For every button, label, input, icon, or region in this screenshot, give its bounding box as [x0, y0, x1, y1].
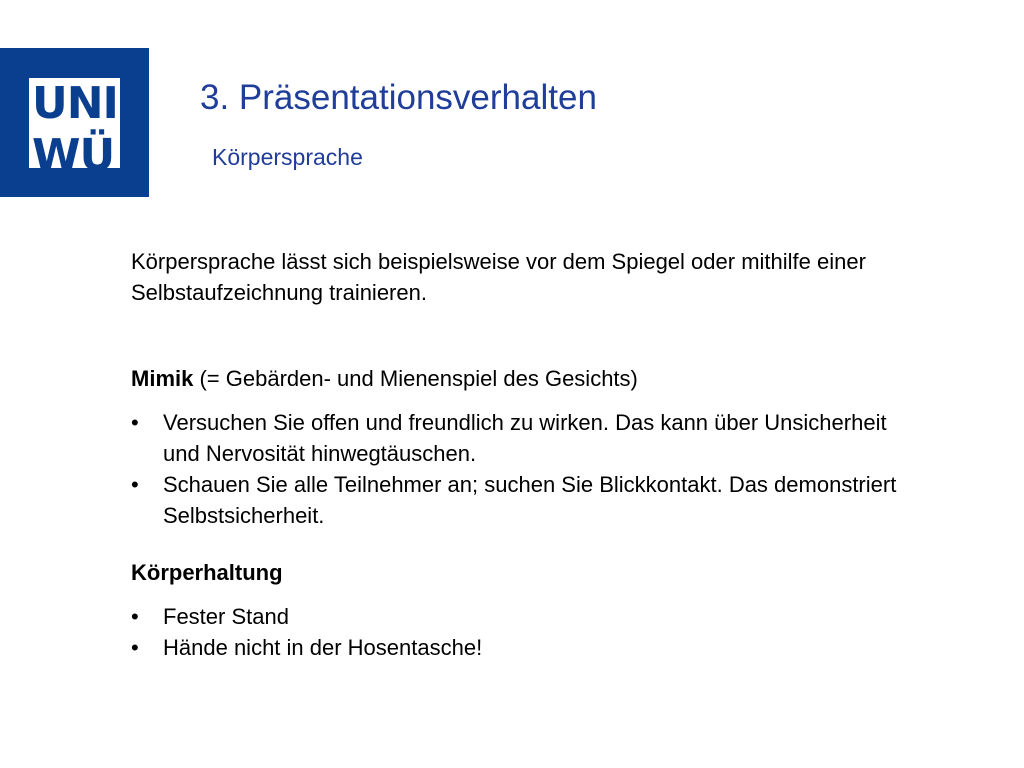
bullet-icon: •: [131, 604, 139, 629]
logo-line-wue: WÜ: [32, 130, 115, 181]
section-heading: [131, 557, 911, 588]
section-heading-bold: Körperhaltung: [131, 560, 283, 585]
bullet-list: [131, 407, 911, 531]
section-koerperhaltung: [131, 557, 911, 663]
section-mimik: [131, 363, 911, 531]
bullet-text: Fester Stand: [163, 604, 289, 629]
slide-subtitle: Körpersprache: [212, 144, 363, 170]
logo-wordmark: [32, 78, 152, 182]
section-heading: [131, 363, 911, 394]
university-logo: [0, 48, 149, 197]
section-heading-rest: (= Gebärden- und Mienenspiel des Gesichts): [193, 366, 638, 391]
bullet-icon: •: [131, 410, 139, 435]
section-heading-bold: Mimik: [131, 366, 194, 391]
logo-line-uni: UNI: [32, 78, 118, 129]
bullet-icon: •: [131, 472, 139, 497]
bullet-item: [131, 407, 911, 469]
bullet-text: Hände nicht in der Hosentasche!: [163, 635, 483, 660]
bullet-item: [131, 601, 911, 632]
bullet-item: [131, 469, 911, 531]
slide-content: [131, 246, 911, 663]
bullet-item: [131, 632, 911, 663]
bullet-text: Schauen Sie alle Teilnehmer an; suchen Sie Blickkontakt. Das demonstriert Selbstsicherheit.: [163, 472, 897, 528]
bullet-list: [131, 601, 911, 663]
intro-paragraph: Körpersprache lässt sich beispielsweise vor dem Spiegel oder mithilfe einer Selbstaufzeichnung trainieren.: [131, 249, 866, 305]
bullet-icon: •: [131, 635, 139, 660]
bullet-text: Versuchen Sie offen und freundlich zu wirken. Das kann über Unsicherheit und Nervosität hinwegtäuschen.: [163, 410, 887, 466]
slide-title: 3. Präsentationsverhalten: [200, 78, 597, 117]
logo-white-panel: [29, 78, 120, 181]
